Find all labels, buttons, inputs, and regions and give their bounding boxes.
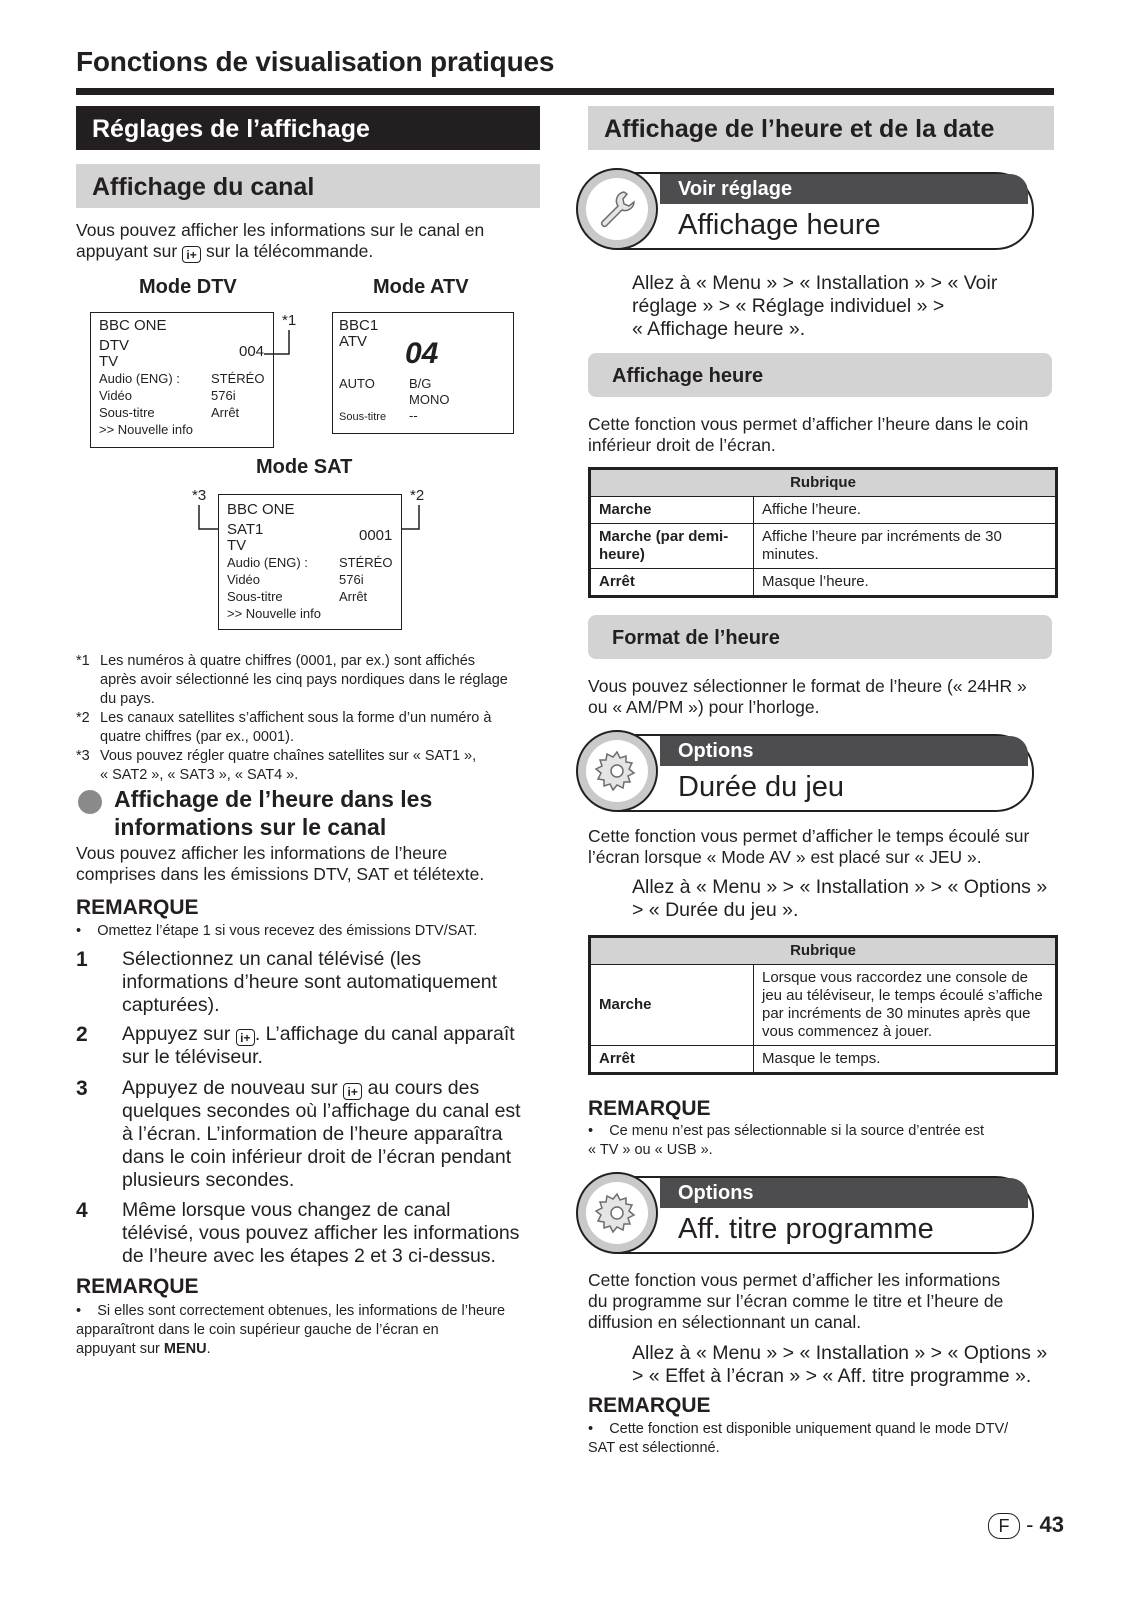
heure-section-title: Affichage de l’heure dans les informations sur le canal: [114, 786, 433, 840]
remarque-heading-1: REMARQUE: [76, 896, 199, 919]
banner-aff-titre: [576, 1176, 1032, 1252]
b2-path: Allez à « Menu » > « Installation » > « Options » > « Durée du jeu ».: [632, 876, 1048, 921]
remarque-item-4: • Cette fonction est disponible uniquement quand le mode DTV/ SAT est sélectionné.: [588, 1421, 1009, 1456]
sub-affichage-heure: Affichage heure: [588, 353, 1052, 397]
table-header: Rubrique: [591, 938, 1056, 965]
page-number: F - 43: [988, 1512, 1064, 1539]
table-row: Arrêt Masque le temps.: [591, 1046, 1056, 1073]
page-title: Fonctions de visualisation pratiques: [76, 46, 555, 77]
banner-title: Aff. titre programme: [678, 1213, 934, 1245]
mode-dtv-label: Mode DTV: [139, 276, 237, 298]
sub-title-affichage-canal: Affichage du canal: [76, 164, 540, 208]
dtv-marker-line: [264, 330, 294, 360]
wrench-icon: [594, 186, 640, 232]
step-1: 1 Sélectionnez un canal télévisé (les informations d’heure sont automatiquement capturées).: [76, 948, 498, 1016]
table-row: Marche Affiche l’heure.: [591, 497, 1056, 524]
heure-section-text: Vous pouvez afficher les informations de l’heure comprises dans les émissions DTV, SAT et télétexte.: [76, 843, 485, 884]
title-rule: [76, 88, 1054, 95]
remarque-item-3: • Ce menu n’est pas sélectionnable si la source d’entrée est « TV » ou « USB ».: [588, 1123, 985, 1158]
atv-screen: BBC1 ATV 04 AUTO B/G MONO Sous-titre --: [332, 312, 514, 434]
b3-path: Allez à « Menu » > « Installation » > « Options » > « Effet à l’écran » > « Aff. titre programme ».: [632, 1342, 1048, 1387]
remarque-heading-4: REMARQUE: [588, 1394, 711, 1417]
table-affichage-heure: [588, 467, 1058, 598]
remarque-item-2: • Si elles sont correctement obtenues, les informations de l’heure apparaîtront dans le coin supérieur gauche de l’écran en appuyant sur MENU.: [76, 1303, 506, 1357]
intro-text: Vous pouvez afficher les informations sur le canal en appuyant sur i+ sur la télécommande.: [76, 220, 485, 262]
table-header: Rubrique: [591, 470, 1056, 497]
section-title-reglages: Réglages de l’affichage: [76, 106, 540, 150]
b1-path: Allez à « Menu » > « Installation » > « Voir réglage » > « Réglage individuel » > « Affichage heure ».: [632, 272, 998, 340]
step-3: 3 Appuyez de nouveau sur i+ au cours des quelques secondes où l’affichage du canal est à l’écran. L’information de l’heure apparaîtra dans le coin inférieur droit de l’écran pendant plusieurs secondes.: [76, 1077, 521, 1191]
table-row: Marche (par demi-heure) Affiche l’heure par incréments de 30 minutes.: [591, 524, 1056, 569]
sub1-text: Cette fonction vous permet d’afficher l’heure dans le coin inférieur droit de l’écran.: [588, 414, 1029, 455]
banner-affichage-heure: [576, 172, 1032, 248]
mode-sat-label: Mode SAT: [256, 456, 353, 478]
banner-category: Voir réglage: [660, 174, 1010, 204]
table-row: Arrêt Masque l’heure.: [591, 569, 1056, 596]
banner-title: Affichage heure: [678, 209, 881, 241]
section-bullet: [78, 790, 102, 814]
sub2-text: Vous pouvez sélectionner le format de l’heure (« 24HR » ou « AM/PM ») pour l’horloge.: [588, 676, 1027, 717]
banner-title: Durée du jeu: [678, 771, 845, 803]
step-4: 4 Même lorsque vous changez de canal télévisé, vous pouvez afficher les informations de l’heure avec les étapes 2 et 3 ci-dessus.: [76, 1199, 520, 1267]
b3-text: Cette fonction vous permet d’afficher les informations du programme sur l’écran comme le titre et l’heure de diffusion en sélectionnant un canal.: [588, 1270, 1004, 1332]
footnotes: *1 Les numéros à quatre chiffres (0001, par ex.) sont affichés après avoir sélectionné les cinq pays nordiques dans le réglage du pays. *2 Les canaux satellites s’affichent sous la forme d’un numéro à quatre chiffres (par ex., 0001). *3 Vous pouvez régler quatre chaînes satellites sur « SAT1 », « SAT2 », « SAT3 », « SAT4 ».: [76, 653, 508, 783]
language-badge: F: [988, 1513, 1020, 1539]
remarque-heading-3: REMARQUE: [588, 1097, 711, 1120]
section-title-heure-date: Affichage de l’heure et de la date: [588, 106, 1054, 150]
table-duree-jeu: [588, 935, 1058, 1075]
remarque-heading-2: REMARQUE: [76, 1275, 199, 1298]
sat-marker-2: *2: [410, 487, 425, 504]
b2-text: Cette fonction vous permet d’afficher le temps écoulé sur l’écran lorsque « Mode AV » est placé sur « JEU ».: [588, 826, 1030, 867]
step-2: 2 Appuyez sur i+ . L’affichage du canal apparaît sur le téléviseur.: [76, 1023, 515, 1068]
info-button-icon: i+: [182, 246, 201, 263]
remarque-item-1: • Omettez l’étape 1 si vous recevez des émissions DTV/SAT.: [76, 923, 478, 939]
gear-icon: [594, 1190, 640, 1236]
info-button-icon: i+: [236, 1029, 255, 1046]
info-button-icon: i+: [343, 1083, 362, 1100]
banner-duree-jeu: [576, 734, 1032, 810]
banner-category: Options: [660, 1178, 1010, 1208]
banner-category: Options: [660, 736, 1010, 766]
sat-marker-3: *3: [192, 487, 207, 504]
mode-atv-label: Mode ATV: [373, 276, 469, 298]
left-column: [76, 106, 540, 263]
sub-format-heure: Format de l’heure: [588, 615, 1052, 659]
gear-icon: [594, 748, 640, 794]
dtv-screen: BBC ONE DTV TV 004 Audio (ENG) : STÉRÉO Vidéo 576i Sous-titre Arrêt >> Nouvelle info: [90, 312, 274, 448]
table-row: Marche Lorsque vous raccordez une console de jeu au téléviseur, le temps écoulé s’affiche par incréments de 30 minutes après que vous commencez à jouer.: [591, 965, 1056, 1046]
sat-screen: BBC ONE SAT1 TV 0001 Audio (ENG) : STÉRÉO Vidéo 576i Sous-titre Arrêt >> Nouvelle info: [218, 494, 402, 630]
dtv-marker: *1: [282, 312, 297, 329]
